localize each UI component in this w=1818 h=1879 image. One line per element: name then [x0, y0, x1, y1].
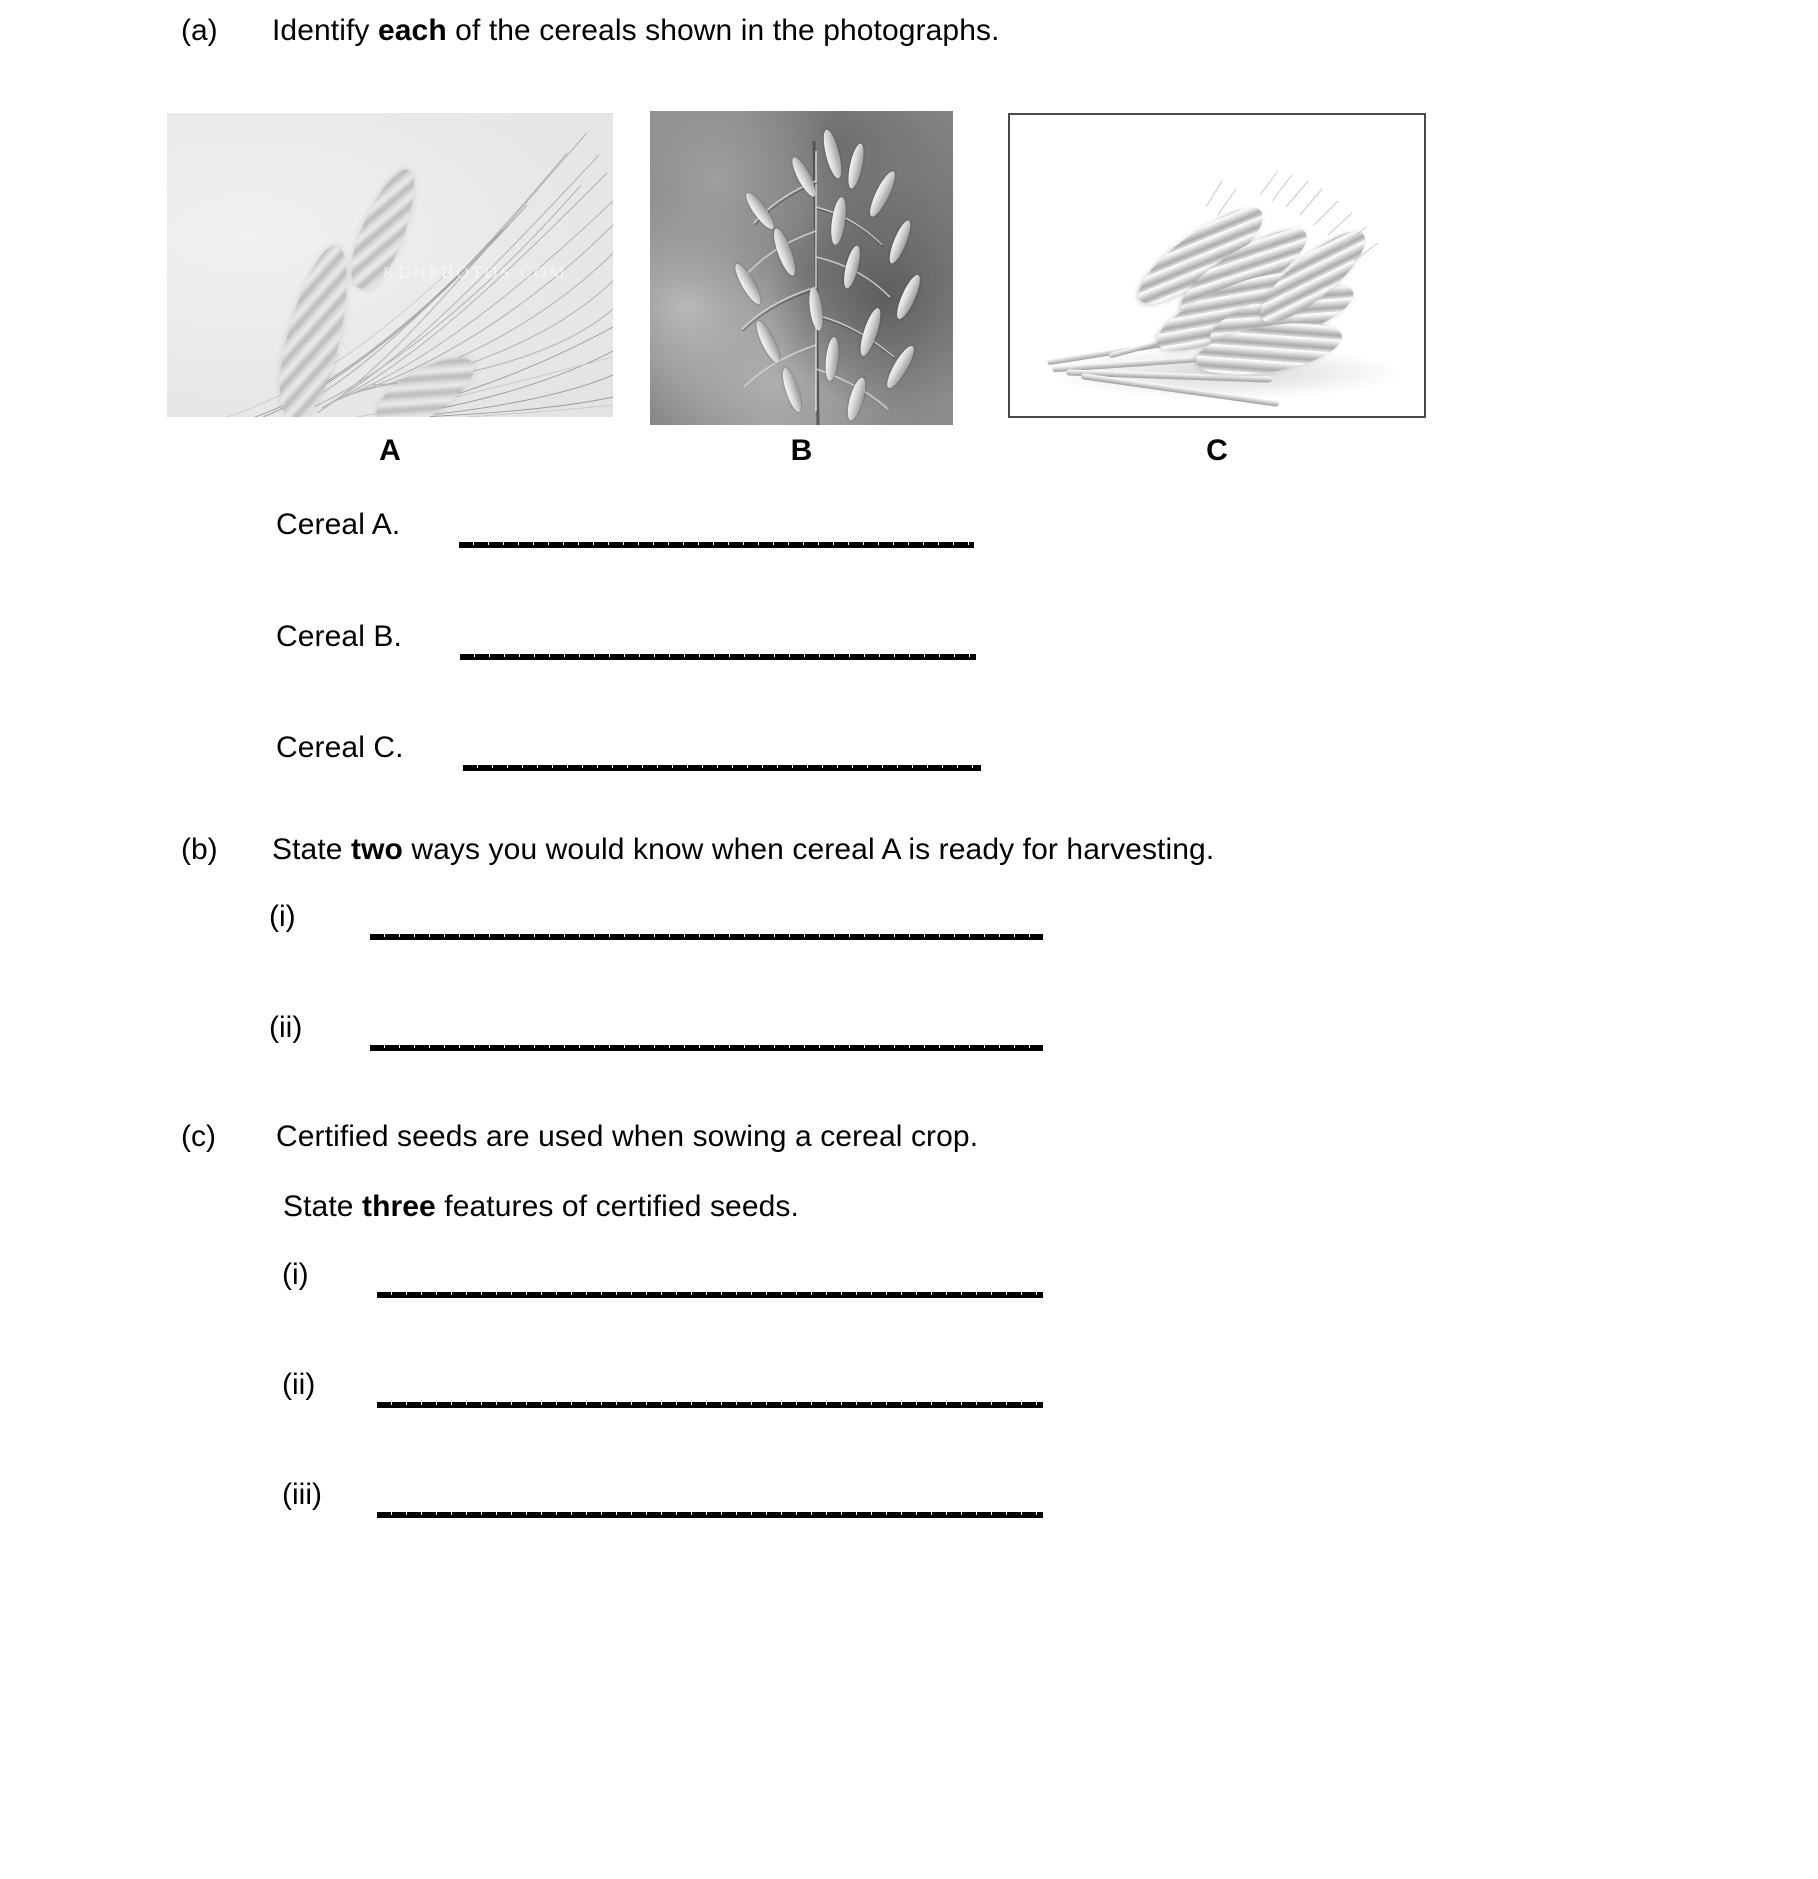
- oat-panicle-photo: [650, 111, 953, 425]
- part-c-prompt-line2: [283, 1190, 799, 1224]
- part-c-item-i-marker: (i): [282, 1258, 309, 1291]
- part-a-prompt-before: Identify: [272, 14, 378, 47]
- part-c-prompt-line1: Certified seeds are used when sowing a cereal crop.: [276, 1120, 979, 1153]
- part-b-item-ii-answer-line[interactable]: [370, 1048, 1043, 1051]
- photo-caption-b: B: [790, 434, 813, 467]
- part-c-item-ii-marker: (ii): [282, 1368, 316, 1401]
- part-b-prompt-before: State: [272, 833, 351, 866]
- part-c-item-ii-answer-line[interactable]: [377, 1405, 1043, 1408]
- part-c-item-iii-answer-line[interactable]: [377, 1515, 1043, 1518]
- part-a-prompt-after: of the cereals shown in the photographs.: [446, 14, 1000, 47]
- part-b-item-i-marker: (i): [269, 900, 296, 933]
- part-a-prompt-bold: each: [377, 14, 447, 47]
- part-b-item-i-answer-line[interactable]: [370, 937, 1043, 940]
- part-c-prompt-line2-bold: three: [361, 1190, 436, 1223]
- photo-watermark: KDNPHOTOS.COM: [383, 263, 568, 282]
- photo-figure-b: [650, 111, 953, 425]
- barley-ears-photo: [167, 113, 613, 417]
- cereal-c-label: Cereal C.: [276, 731, 404, 764]
- cereal-c-answer-line[interactable]: [463, 768, 981, 771]
- photo-caption-c: C: [1206, 434, 1228, 467]
- part-c-marker: (c): [181, 1120, 216, 1153]
- part-b-prompt-bold: two: [350, 833, 403, 866]
- cereal-a-answer-line[interactable]: [459, 545, 974, 548]
- part-b-prompt-after: ways you would know when cereal A is ready for harvesting.: [402, 833, 1215, 866]
- part-a-prompt: [272, 14, 1000, 48]
- part-c-item-iii-marker: (iii): [282, 1478, 322, 1511]
- oat-panicle-icon: [650, 111, 953, 425]
- wheat-bundle-photo: [1008, 113, 1426, 418]
- cereal-b-label: Cereal B.: [276, 620, 402, 653]
- part-c-item-i-answer-line[interactable]: [377, 1295, 1043, 1298]
- part-b-prompt: [272, 833, 1214, 867]
- photo-figure-a: [167, 113, 613, 417]
- part-c-prompt-line2-before: State: [283, 1190, 362, 1223]
- photo-figure-c: [1008, 113, 1426, 418]
- cereal-b-answer-line[interactable]: [460, 657, 976, 660]
- part-a-marker: (a): [181, 14, 218, 47]
- cereal-a-label: Cereal A.: [276, 508, 401, 541]
- part-b-marker: (b): [181, 833, 218, 866]
- part-b-item-ii-marker: (ii): [269, 1011, 303, 1044]
- part-c-prompt-line2-after: features of certified seeds.: [435, 1190, 799, 1223]
- wheat-awn-tips-icon: [1010, 115, 1424, 416]
- photo-caption-a: A: [379, 434, 401, 467]
